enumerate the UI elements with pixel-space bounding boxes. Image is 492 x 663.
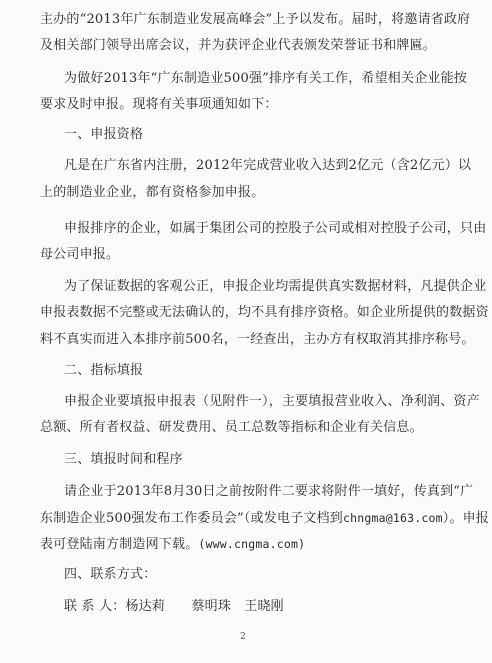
text-line: 申报企业要填报申报表（见附件一），主要填报营业收入、净利润、资产: [64, 394, 480, 409]
contact-line: [64, 599, 284, 615]
contact-names: 杨达莉 蔡明珠 王晓刚: [125, 599, 284, 614]
text-line: [40, 536, 305, 553]
text-line: 为做好2013年“广东制造业500强”排序有关工作，希望相关企业能按: [64, 71, 467, 86]
contact-label: 联 系 人：: [64, 599, 126, 614]
text-line: 上的制造业企业，都有资格参加申报。: [40, 185, 265, 200]
text-fragment: 东制造企业500强发布工作委员会”（或发电子文档到: [40, 511, 343, 526]
text-line: [40, 510, 489, 527]
email-address: chngma@163.com: [342, 511, 443, 525]
text-line: 及相关部门领导出席会议，并为获评企业代表颁发荣誉证书和牌匾。: [40, 38, 437, 53]
text-line: 申报表数据不完整或无法确认的，均不具有排序资格。如企业所提供的数据资: [40, 305, 489, 320]
text-line: 凡是在广东省内注册，2012年完成营业收入达到2亿元（含2亿元）以: [64, 158, 472, 173]
text-line: 请企业于2013年8月30日之前按附件二要求将附件一填好，传真到“广: [64, 484, 474, 499]
text-line: 总额、所有者权益、研发费用、员工总数等指标和企业有关信息。: [40, 420, 423, 435]
section-heading: 二、指标填报: [64, 363, 144, 378]
text-fragment: ）。申报: [442, 511, 490, 526]
text-fragment: 表可登陆南方制造网下载。: [40, 537, 199, 552]
text-line: 为了保证数据的客观公正，申报企业均需提供真实数据材料，凡提供企业: [64, 279, 487, 294]
page-number: 2: [240, 632, 246, 642]
text-line: 主办的“2013年广东制造业发展高峰会”上予以发布。届时，将邀请省政府: [40, 12, 471, 27]
text-line: 要求及时申报。现将有关事项通知如下：: [40, 97, 278, 112]
text-line: 母公司申报。: [40, 247, 120, 262]
text-line: 料不真实而进入本排序前500名，一经查出，主办方有权取消其排序称号。: [40, 332, 475, 347]
text-line: 申报排序的企业，如属于集团公司的控股子公司或相对控股子公司，只由: [64, 221, 487, 236]
section-heading: 四、联系方式：: [64, 567, 157, 582]
section-heading: 一、申报资格: [64, 127, 144, 142]
section-heading: 三、填报时间和程序: [64, 452, 183, 467]
website-url: (www.cngma.com): [198, 537, 306, 551]
